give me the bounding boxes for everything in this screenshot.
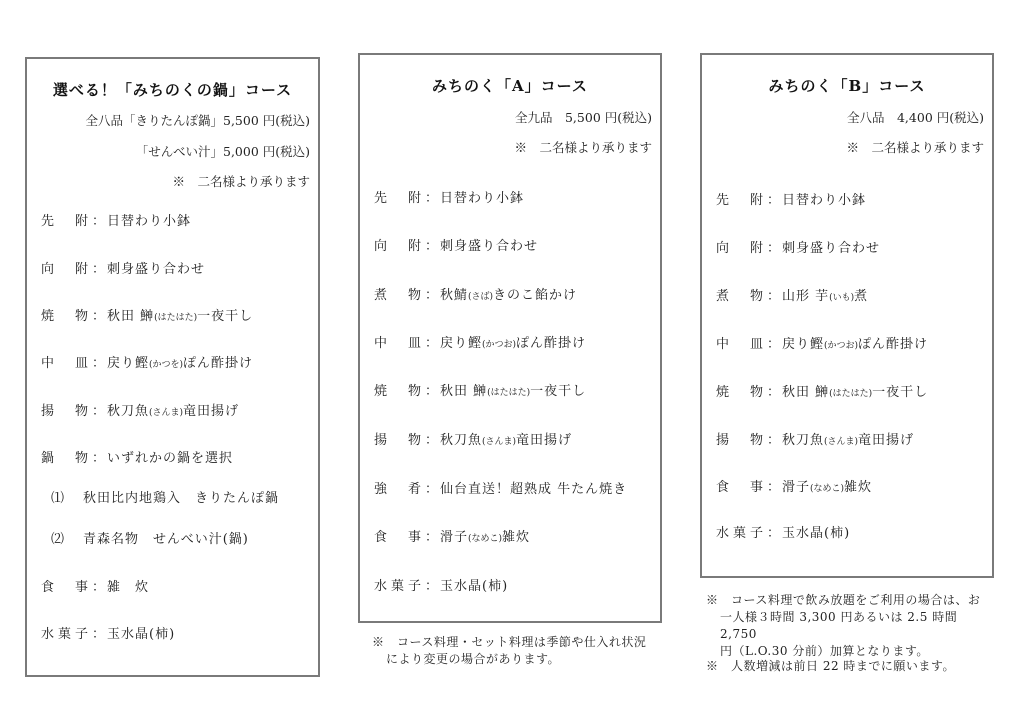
seasonal-note: ※ コース料理・セット料理は季節や仕入れ状況 により変更の場合があります。 [372, 635, 647, 666]
menu-item: 先 附：日替わり小鉢 [41, 214, 192, 229]
min-guests-note: ※ 二名様より承ります [514, 140, 652, 155]
price-line: 全八品 4,400 円(税込) [846, 110, 984, 125]
card-title: 選べる！「みちのくの鍋」コース [52, 81, 293, 99]
menu-item: 煮 物：秋鯖(さば)きのこ餡かけ [374, 288, 578, 303]
menu-card-a [358, 53, 662, 623]
menu-item: 向 附：刺身盛り合わせ [716, 241, 881, 256]
headcount-note: ※ 人数増減は前日 22 時までに願います。 [706, 659, 955, 673]
card-title: みちのく「B」コース [768, 77, 926, 95]
menu-item: 先 附：日替わり小鉢 [374, 191, 525, 206]
menu-item: 水菓子：玉水晶(柿) [716, 526, 851, 541]
menu-item: 食 事：滑子(なめこ)雑炊 [716, 480, 873, 495]
menu-item: 中 皿：戻り鰹(かつを)ぽん酢掛け [41, 356, 254, 371]
menu-item: 中 皿：戻り鰹(かつお)ぽん酢掛け [716, 337, 929, 352]
price-line: 全九品 5,500 円(税込) [514, 110, 652, 125]
price-line: 全八品「きりたんぽ鍋」5,500 円(税込) [85, 113, 310, 128]
min-guests-note: ※ 二名様より承ります [172, 174, 310, 189]
menu-item: 揚 物：秋刀魚(さんま)竜田揚げ [374, 433, 573, 448]
menu-item: 先 附：日替わり小鉢 [716, 193, 867, 208]
menu-item: 向 附：刺身盛り合わせ [374, 239, 539, 254]
menu-item: 向 附：刺身盛り合わせ [41, 262, 206, 277]
menu-item: 食 事：滑子(なめこ)雑炊 [374, 530, 531, 545]
nabe-option: ⑵ 青森名物 せんべい汁(鍋) [51, 532, 249, 547]
card-title: みちのく「A」コース [432, 77, 588, 95]
menu-item: 揚 物：秋刀魚(さんま)竜田揚げ [41, 404, 240, 419]
menu-item: 水菓子：玉水晶(柿) [41, 627, 176, 642]
menu-item: 強 肴：仙台直送！超熟成 牛たん焼き [374, 482, 628, 497]
drinks-note: ※ コース料理で飲み放題をご利用の場合は、お 一人様３時間 3,300 円あるいは 2.5 時間 2,750 円（L.O.30 分前）加算となります。 [706, 593, 981, 658]
menu-item: 揚 物：秋刀魚(さんま)竜田揚げ [716, 433, 915, 448]
price-line: 「せんべい汁」5,000 円(税込) [135, 144, 310, 159]
menu-item: 焼 物：秋田 鰰(はたはた)一夜干し [374, 384, 587, 399]
min-guests-note: ※ 二名様より承ります [846, 140, 984, 155]
menu-item: 焼 物：秋田 鰰(はたはた)一夜干し [716, 385, 929, 400]
menu-item: 食 事：雑 炊 [41, 580, 150, 595]
nabe-option: ⑴ 秋田比内地鶏入 きりたんぽ鍋 [51, 491, 280, 506]
menu-item: 中 皿：戻り鰹(かつお)ぽん酢掛け [374, 336, 587, 351]
menu-item: 鍋 物：いずれかの鍋を選択 [41, 451, 234, 466]
menu-item: 煮 物：山形 芋(いも)煮 [716, 289, 869, 304]
menu-card-nabe [25, 57, 320, 677]
menu-item: 焼 物：秋田 鰰(はたはた)一夜干し [41, 309, 254, 324]
menu-item: 水菓子：玉水晶(柿) [374, 579, 509, 594]
menu-card-b [700, 53, 994, 578]
